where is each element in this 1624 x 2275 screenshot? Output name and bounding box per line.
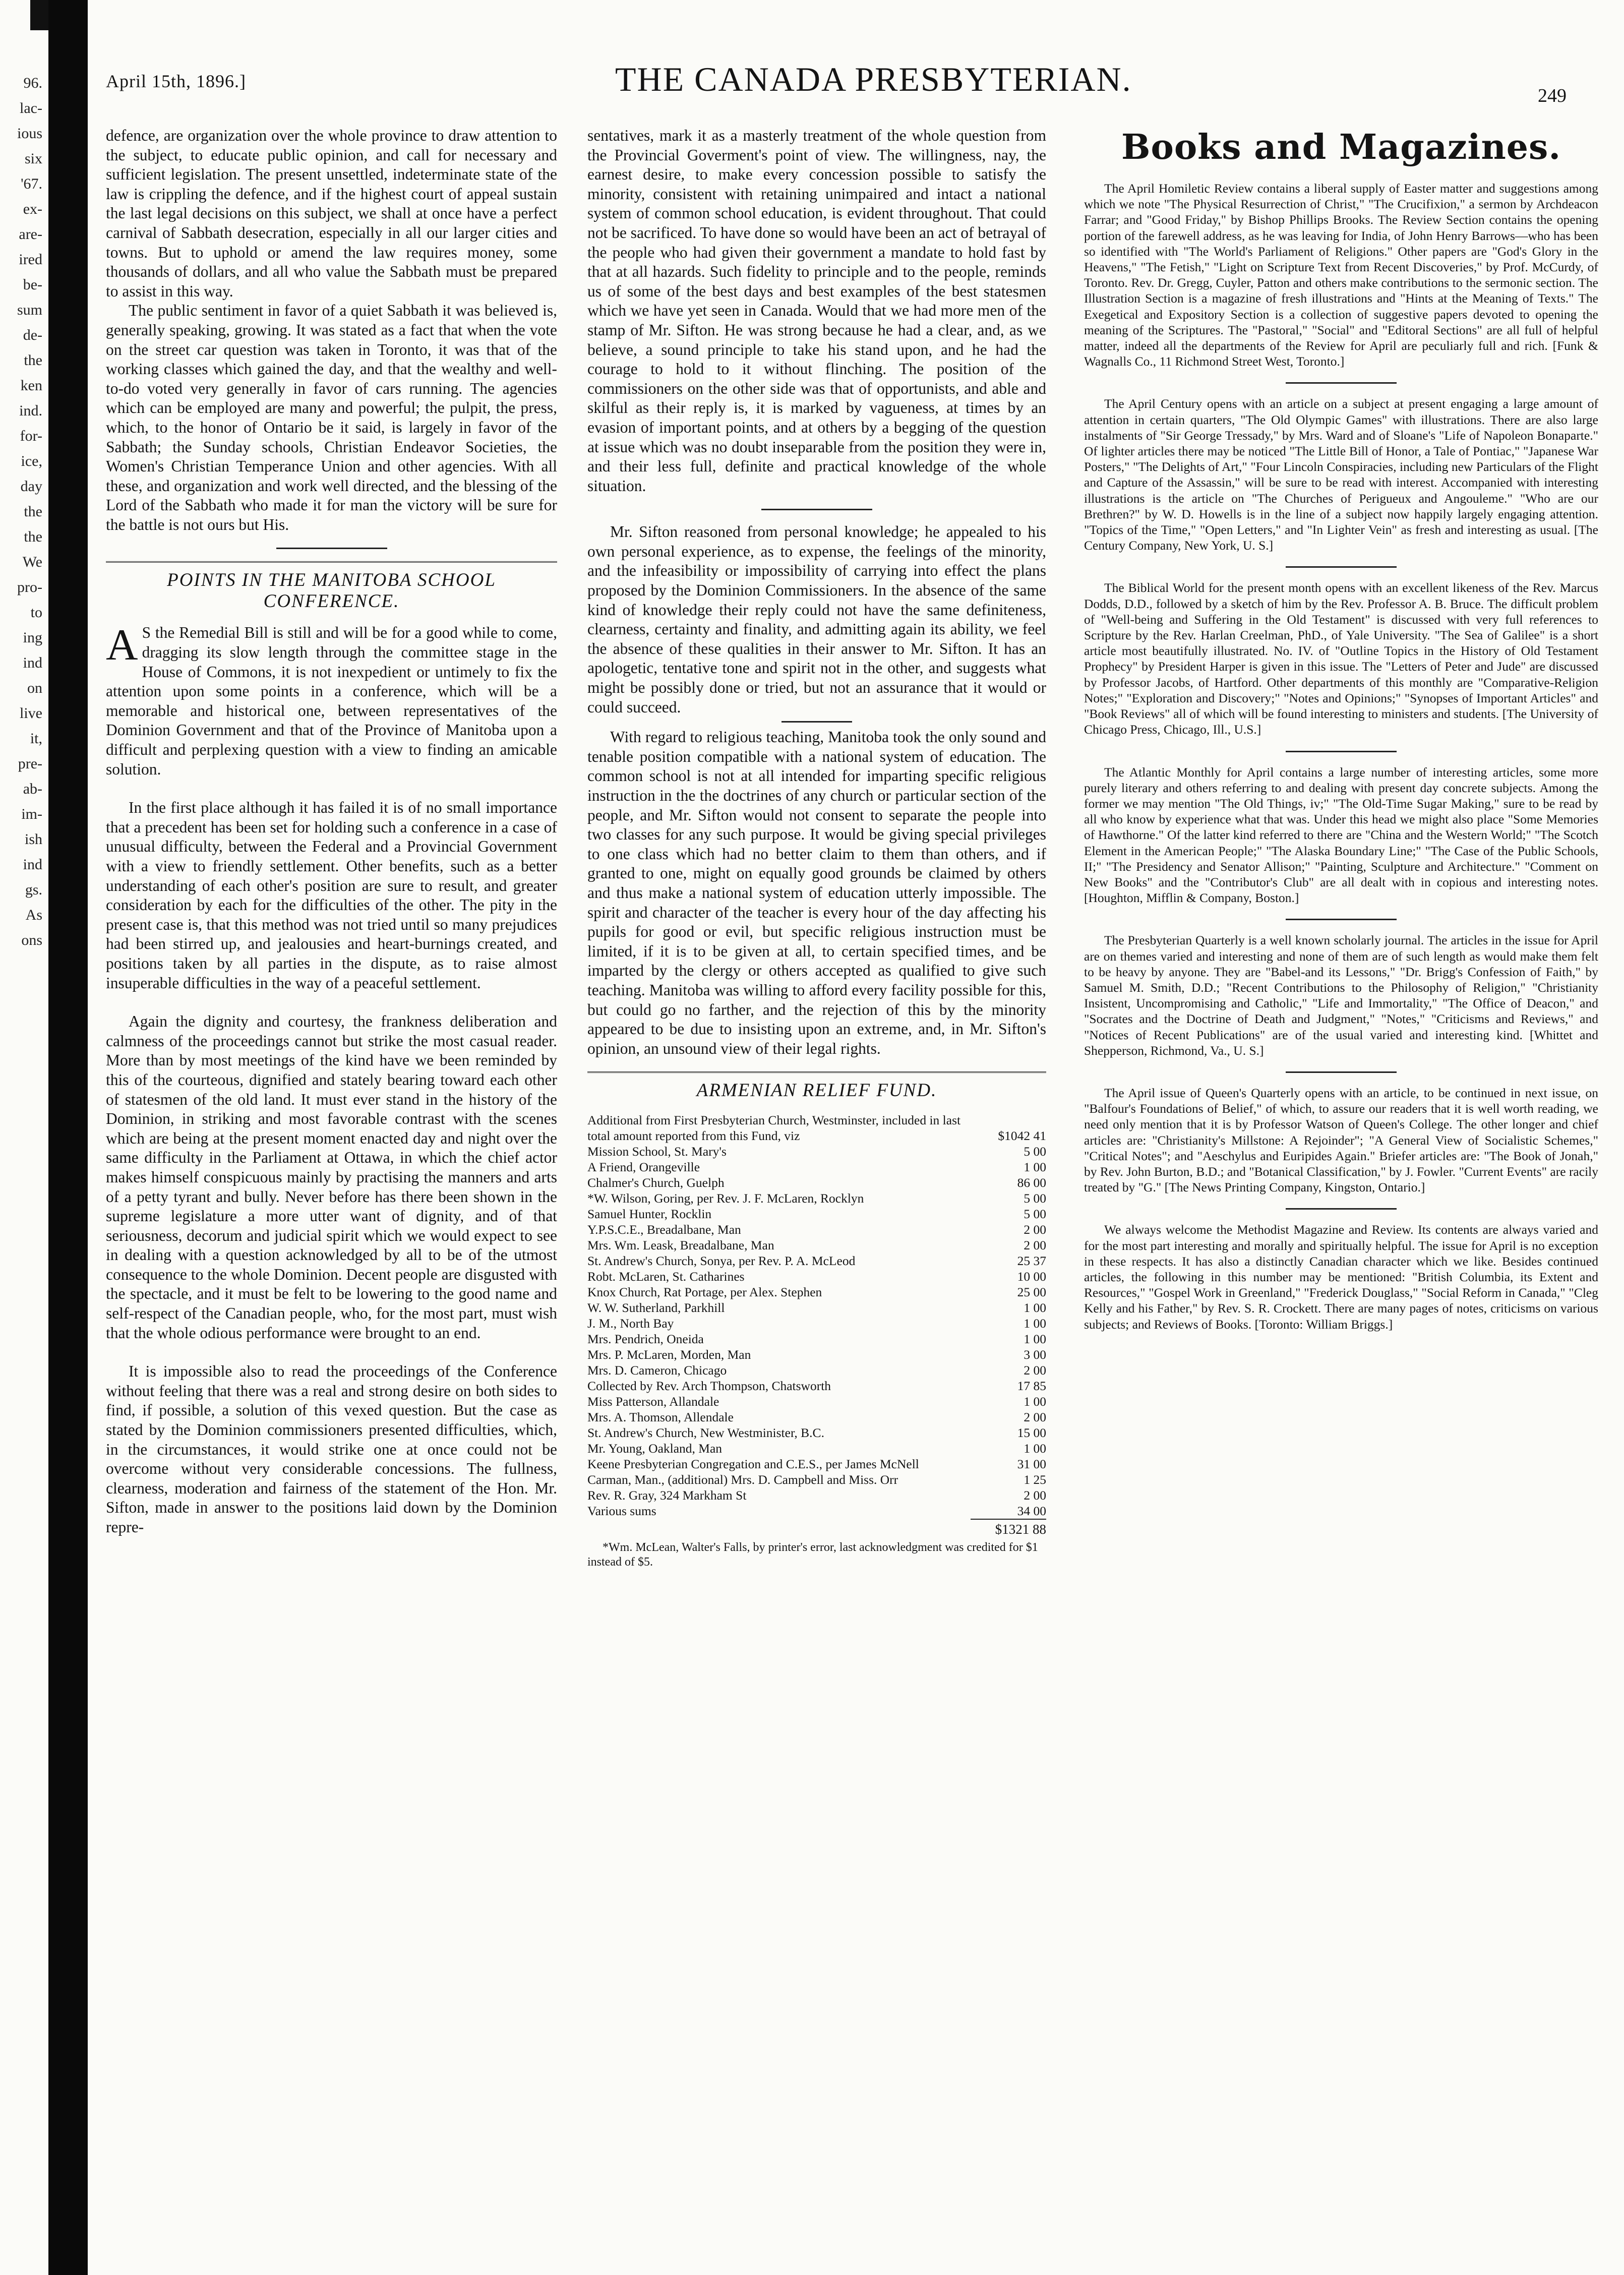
gutter-fragment: im- [21, 806, 42, 822]
fund-row [587, 1253, 1046, 1269]
fund-donor: St. Andrew's Church, Sonya, per Rev. P. A. McLeod [587, 1253, 856, 1269]
fund-row [587, 1175, 1046, 1190]
fund-footnote: *Wm. McLean, Walter's Falls, by printer's error, last acknowledgment was credited for $1 instead of $5. [587, 1541, 1038, 1569]
gutter-fragment: ind [23, 654, 42, 671]
fund-row [587, 1503, 1046, 1519]
fund-donor: Various sums [587, 1504, 656, 1519]
fund-donor: Mrs. D. Cameron, Chicago [587, 1363, 727, 1378]
section-heading: POINTS IN THE MANITOBA SCHOOL CONFERENCE. [106, 561, 557, 612]
fund-donor: Mrs. A. Thomson, Allendale [587, 1410, 734, 1425]
gutter-fragment: ish [24, 831, 42, 848]
fund-donor: Mrs. Wm. Leask, Breadalbane, Man [587, 1238, 774, 1253]
fund-row [587, 1347, 1046, 1362]
gutter-fragment: pre- [18, 755, 42, 772]
fund-amount: 34 00 [1017, 1504, 1046, 1519]
fund-donor: Y.P.S.C.E., Breadalbane, Man [587, 1222, 741, 1237]
issue-date: April 15th, 1896.] [106, 71, 246, 91]
paragraph: It is impossible also to read the proceedings of the Conference without feeling that there was a real and strong desire on both sides to find, if possible, a solution of this vexed question. But the case as stated by the Dominion commissioners presented difficulties, which, in the circumstances, it would strike one at once could not be overcome without very considerable concessions. The fullness, clearness, moderation and fairness of the statement of the Hon. Mr. Sifton, made in answer to the positions laid down by the Dominion repre- [106, 1362, 557, 1536]
fund-amount: 25 00 [1017, 1285, 1046, 1300]
newspaper-title: THE CANADA PRESBYTERIAN. [615, 60, 1132, 98]
divider [1286, 1208, 1397, 1210]
paragraph-opening [106, 623, 557, 779]
fund-amount: 2 00 [1024, 1488, 1046, 1503]
fund-row [587, 1159, 1046, 1175]
fund-intro: Additional from First Presbyterian Church, Westminster, included in last total amount reported from this Fund, viz [587, 1113, 961, 1144]
divider [1286, 566, 1397, 568]
gutter-fragment: sum [17, 302, 42, 318]
gutter-fragment: day [20, 478, 42, 495]
gutter-fragment: gs. [25, 881, 42, 898]
fund-amount: 1 00 [1024, 1300, 1046, 1315]
fund-amount: 25 37 [1017, 1253, 1046, 1269]
fund-row [587, 1441, 1046, 1456]
gutter-fragment: ind. [19, 402, 42, 419]
divider [1286, 1071, 1397, 1073]
gutter-fragment: on [27, 680, 42, 696]
fund-list [587, 1112, 1046, 1519]
fund-amount: 2 00 [1024, 1363, 1046, 1378]
fund-row [587, 1300, 1046, 1315]
fund-donor: Robt. McLaren, St. Catharines [587, 1269, 745, 1284]
fund-row [587, 1487, 1046, 1503]
gutter-fragment: ired [19, 251, 42, 268]
fund-amount: 1 00 [1024, 1441, 1046, 1456]
fund-heading: ARMENIAN RELIEF FUND. [587, 1071, 1046, 1101]
review-paragraph: The April Century opens with an article on a subject at present engaging a large amount of attention in certain quarters, "The Old Olympic Games" with illustrations. There are also large instalments of "Sir George Tressady," by Mrs. Ward and of Sloane's "Life of Napoleon Bonaparte." Of lighter articles there may be noticed "The Little Bill of Honor, a Tale of Pontiac," "Japanese War Posters," "The Delights of Art," "Four Lincoln Conspiracies, including new Particulars of the Flight and Capture of the Assassin," will be sure to be read with interest. Accompanied with interesting illustrations is the article on "The Churches of Perigueux and Angouleme." "Who are our Brethren?" by W. D. Howells is in the line of a subject now happily largely engaging attention. "Topics of the Time," "Open Letters," and "In Lighter Vein" as fresh and interesting as usual. [The Century Company, New York, U. S.] [1084, 396, 1598, 553]
fund-row [587, 1456, 1046, 1472]
gutter-fragment: are- [19, 226, 42, 243]
fund-row [587, 1378, 1046, 1394]
fund-intro-row [587, 1112, 1046, 1144]
gutter-fragment: 96. [23, 75, 42, 91]
gutter-fragment: '67. [21, 175, 42, 192]
paragraph: Mr. Sifton reasoned from personal knowledge; he appealed to his own personal experience, as to expense, the feelings of the minority, and the infeasibility or impossibility of carrying into effect the plans proposed by the Dominion Commissioners. In the absence of the same kind of knowledge their reply could not have the same definiteness, clearness, certainty and finality, and admitting again its ability, we feel the absence of these qualities in their answer to Mr. Sifton. It has an apologetic, tentative tone and spirit not in the other, and suggests what might be possibly done or tried, but not an assurance that it would or could succeed. [587, 523, 1046, 716]
drop-cap: A [106, 621, 138, 670]
column-right [1084, 126, 1598, 2264]
review-paragraph: The Presbyterian Quarterly is a well known scholarly journal. The articles in the issue for April are on themes varied and interesting and none of them are of such length as would make them felt to be heavy by anyone. They are "Babel-and its Lessons," "Dr. Brigg's Confession of Faith," by Samuel M. Smith, D.D.; "Recent Contributions to the Philosophy of Religion," "Christianity Insistent, Uncompromising and Catholic," "Life and Immortality," "The Office of Deacon," and "Socrates and the Doctrine of Death and Judgment," "Notes," "Criticisms and Reviews," and "Notices of Recent Publications" are of the usual varied and interesting kind. [Whittet and Shepperson, Richmond, Va., U. S.] [1084, 933, 1598, 1058]
divider [1286, 382, 1397, 384]
fund-amount: 2 00 [1024, 1222, 1046, 1237]
fund-row [587, 1237, 1046, 1253]
paragraph-text: S the Remedial Bill is still and will be for a good while to come, dragging its slow length through the committee stage in the House of Commons, it is not inexpedient or untimely to fix the attention upon some points in a conference, which will be a memorable and historical one, between representatives of the Dominion Government and that of the Province of Manitoba upon a difficult and perplexing question with a view to finding an amicable solution. [106, 624, 557, 778]
gutter-fragment: to [30, 604, 42, 621]
gutter-fragment: ice, [21, 453, 42, 469]
fund-amount: 2 00 [1024, 1238, 1046, 1253]
gutter-fragment: six [24, 150, 42, 167]
fund-amount: 1 25 [1024, 1472, 1046, 1487]
fund-row [587, 1409, 1046, 1425]
gutter-fragment: de- [23, 327, 42, 343]
gutter-fragment: ab- [23, 781, 42, 797]
divider [276, 548, 387, 549]
gutter-fragment: the [24, 352, 42, 369]
section-title: Books and Magazines. [1121, 127, 1561, 167]
review-paragraph: The Atlantic Monthly for April contains a large number of interesting articles, some more purely literary and others referring to and dealing with present day concrete subjects. Among the former we may mention "The Old Things, iv;" "The Old-Time Sugar Making," sure to be read by all who know by experience what that was. Under this head we might also place "Some Memories of Hawthorne." Of the latter kind referred to there are "China and the Western World;" "The Scotch Element in the American People;" "The Alaska Boundary Line;" "The Case of the Public Schools, II;" "The Presidency and Senator Allison;" "Painting, Sculpture and Architecture." "Comment on New Books" and the "Contributor's Club" are all dealt with in copious and interesting notes. [Houghton, Mifflin & Company, Boston.] [1084, 764, 1598, 906]
gutter-fragment: pro- [17, 579, 42, 595]
paragraph: defence, are organization over the whole province to draw attention to the subject, to educate public opinion, and call for necessary and sufficient legislation. The present unsettled, indeterminate state of the law is crippling the defence, and if the highest court of appeal sustain the last legal decisions on this subject, we shall at once have a perfect carnival of Sabbath desecration, especially in all our larger cities and towns. But to uphold or amend the law requires money, some thousands of dollars, and all who value the Sabbath must be prepared to assist in this way. [106, 127, 557, 300]
fund-row [587, 1315, 1046, 1331]
fund-row [587, 1206, 1046, 1222]
fund-row [587, 1190, 1046, 1206]
divider [1286, 919, 1397, 920]
gutter-fragment: lac- [20, 100, 42, 116]
fund-total: $1321 88 [971, 1519, 1046, 1537]
fund-row [587, 1472, 1046, 1487]
divider [781, 721, 852, 723]
gutter-fragment: ken [20, 377, 42, 394]
fund-donor: Miss Patterson, Allandale [587, 1394, 719, 1409]
fund-donor: St. Andrew's Church, New Westminister, B.C. [587, 1425, 824, 1441]
gutter-fragment: for- [20, 428, 42, 444]
fund-row [587, 1425, 1046, 1441]
review-paragraph: The April issue of Queen's Quarterly opens with an article, to be continued in next issue, on "Balfour's Foundations of Belief," of which, to assure our readers that it is well worth reading, we need only mention that it is by Professor Watson of Queen's College. The other longer and chief articles are: "Christianity's Millstone: A Rejoinder"; "A General View of Socialistic Schemes," "Critical Notes"; and "Aeschylus and Euripides Again." Briefer articles are: "The Book of Jonah," by Rev. John Burton, B.D.; and "Botanical Classification," by J. Fowler. "Current Events" are racily treated by "G." [The News Printing Company, Kingston, Ontario.] [1084, 1085, 1598, 1195]
fund-amount: 5 00 [1024, 1191, 1046, 1206]
fund-donor: Chalmer's Church, Guelph [587, 1175, 725, 1190]
fund-row [587, 1394, 1046, 1409]
fund-donor: *W. Wilson, Goring, per Rev. J. F. McLaren, Rocklyn [587, 1191, 864, 1206]
fund-amount: 5 00 [1024, 1144, 1046, 1159]
gutter-fragment: be- [23, 276, 42, 293]
fund-donor: Mrs. P. McLaren, Morden, Man [587, 1347, 751, 1362]
divider [761, 509, 872, 510]
facing-page-edge-text [0, 71, 45, 2239]
paragraph: Again the dignity and courtesy, the frankness deliberation and calmness of the proceedings cannot but strike the most casual reader. More than by most meetings of the kind have we been reminded by this of the courteous, dignified and stately bearing toward each other of statesmen of the old land. It must ever stand in the history of the Dominion, in striking and most favorable contrast with the scenes which are being at the present moment enacted day and night over the same difficulty in the Parliament at Ottawa, in which the chief actor makes himself conspicuous mainly by practising the manners and arts of a petty tyrant and bully. Never before has there been shown in the supreme legislature a more utter want of dignity, and of that seriousness, decorum and judicial spirit which we would expect to see in dealing with a question acknowledged by all to be of the utmost consequence to the whole Dominion. Decent people are disgusted with the spectacle, and it must be felt to be lowering to the good name and self-respect of the Canadian people, who, for the most part, must wish that the whole odious performance were brought to an end. [106, 1012, 557, 1342]
divider [1286, 751, 1397, 752]
fund-amount: 5 00 [1024, 1207, 1046, 1222]
gutter-fragment: the [24, 528, 42, 545]
fund-donor: Knox Church, Rat Portage, per Alex. Stephen [587, 1285, 822, 1300]
review-paragraph: We always welcome the Methodist Magazine and Review. Its contents are always varied and for the most part interesting and morally and spiritually helpful. The issue for April is no exception in these respects. It has also a distinctly Canadian character which we like. Besides continued articles, the following in this number may be mentioned: "British Columbia, its Extent and Resources," "Gospel Work in Greenland," "Frederick Douglass," "Social Reform in Canada," "Cleg Kelly and his Father," by Rev. S. R. Crockett. There are many pages of notes, criticisms on various subjects; and Reviews of Books. [Toronto: William Briggs.] [1084, 1222, 1598, 1332]
fund-donor: Mr. Young, Oakland, Man [587, 1441, 723, 1456]
gutter-fragment: ex- [23, 201, 42, 217]
fund-donor: Rev. R. Gray, 324 Markham St [587, 1488, 747, 1503]
paragraph: In the first place although it has failed it is of no small importance that a precedent has been set for holding such a conference in a case of unusual difficulty, between the Federal and a Provincial Government with a view to friendly settlement. Other benefits, such as a better understanding of each other's position are sure to result, and greater consideration by each for the difficulties of the other. The pity in the present case is, that this method was not tried until so many prejudices had been stirred up, and jealousies and heart-burnings created, and positions taken by all parties in the dispute, as to raise almost insuperable difficulties in the way of a peaceful settlement. [106, 799, 557, 992]
fund-amount: 1 00 [1024, 1394, 1046, 1409]
paragraph: sentatives, mark it as a masterly treatment of the whole question from the Provincial Goverment's point of view. The willingness, nay, the earnest desire, to make every concession possible to satisfy the minority, consistent with retaining unimpaired and intact a national system of common school education, is evident throughout. That could not be sacrificed. To have done so would have been an act of betrayal of the people who had given their government a mandate to hold fast by that at all hazards. Such fidelity to principle and to the people, reminds us of some of the best days and best examples of the best statesmen which we have yet seen in Canada. Would that we had more men of the stamp of Mr. Sifton. He was strong because he had a clear, and, as we believe, a sound principle to take his stand upon, and he had the courage to hold to it without flinching. The position of the commissioners on the other side was that of opportunists, and able and skilful as their reply is, it is marked by vagueness, at times by an evasion of important points, and at others by a begging of the question at issue which was no doubt inseparable from the position they were in, and their less full, definite and practical knowledge of the whole situation. [587, 127, 1046, 495]
fund-donor: Samuel Hunter, Rocklin [587, 1207, 712, 1222]
fund-amount: 3 00 [1024, 1347, 1046, 1362]
column-middle [587, 126, 1046, 2264]
fund-amount: 15 00 [1017, 1425, 1046, 1441]
fund-amount: 10 00 [1017, 1269, 1046, 1284]
fund-donor: Mission School, St. Mary's [587, 1144, 727, 1159]
gutter-fragment: We [22, 554, 42, 570]
fund-amount: 1 00 [1024, 1332, 1046, 1347]
fund-amount: 86 00 [1017, 1175, 1046, 1190]
page-edge-shadow [30, 0, 50, 30]
review-paragraph: The April Homiletic Review contains a liberal supply of Easter matter and suggestions among which we note "The Physical Resurrection of Christ," "The Crucifixion," a sermon by Archdeacon Farrar; and "Good Friday," by Bishop Phillips Brooks. The Review Section contains the opening portion of the farewell address, as he was leaving for India, of John Henry Barrows—who has been so identified with "The World's Parliament of Religions." Other papers are "God's Glory in the Heavens," "The Fetish," "Light on Scripture Text from Recent Discoveries," by Prof. McCurdy, of Toronto. Rev. Dr. Gregg, Cuyler, Patton and others make contributions to the sermonic section. The Illustration Section is a magazine of fresh illustrations and "Hints at the Meaning of Texts." The Exegetical and Expository Section is a collection of suggestive papers devoted to opening the meaning of the Scriptures. The "Pastoral," "Social" and "Editoral Sections" are all full of helpful matter, indeed all the departments of the Review for April are peculiarly full and rich. [Funk & Wagnalls Co., 11 Richmond Street West, Toronto.] [1084, 181, 1598, 369]
paragraph: The public sentiment in favor of a quiet Sabbath it was believed is, generally speaking, growing. It was stated as a fact that when the vote on the street car question was taken in Toronto, it was that of the working classes which gained the day, and that the wealthy and well-to-do voted very generally in favor of cars running. The agencies which can be employed are many and powerful; the pulpit, the press, which, to the honor of Ontario be it said, is largely in favor of the Sabbath; the Sunday schools, Christian Endeavor Societies, the Women's Christian Temperance Union and other agencies. With all these, and organization and work well directed, and the blessing of the Lord of the Sabbath who made it for man the victory will be sure for the battle is not ours but His. [106, 302, 557, 533]
column-left [106, 126, 557, 2264]
gutter-fragment: it, [30, 730, 42, 747]
fund-amount: 31 00 [1017, 1457, 1046, 1472]
gutter-fragment: ons [21, 932, 42, 948]
fund-donor: Carman, Man., (additional) Mrs. D. Campbell and Miss. Orr [587, 1472, 898, 1487]
gutter-fragment: live [20, 705, 42, 722]
fund-row [587, 1284, 1046, 1300]
fund-donor: Keene Presbyterian Congregation and C.E.S., per James McNell [587, 1457, 919, 1472]
fund-amount: 1 00 [1024, 1316, 1046, 1331]
gutter-fragment: As [25, 907, 42, 923]
fund-amount: 1 00 [1024, 1160, 1046, 1175]
fund-row [587, 1144, 1046, 1159]
paragraph: With regard to religious teaching, Manitoba took the only sound and tenable position compatible with a national system of education. The common school is not at all intended for imparting specific religious instruction in the the doctrines of any church or particular section of the people, and Mr. Sifton would not consent to separate the people into two classes for any such purpose. It would be giving special privileges to one class which had no better claim to them than others, and if granted to one, might on equally good grounds be claimed by others and thus make a national system of education utterly impossible. The spirit and character of the teacher is every hour of the day affecting his pupils for good or evil, but specific religious instruction must be limited, if it is to be given at all, to certain specified times, and be imparted by the clergy or others accepted as qualified to give such teaching. Manitoba was willing to afford every facility possible for this, but could go no farther, and the rejection of this by the minority appeared to be due to insisting upon an extreme, and, in Mr. Sifton's opinion, an unsound view of their legal rights. [587, 728, 1046, 1057]
fund-donor: A Friend, Orangeville [587, 1160, 700, 1175]
fund-donor: Collected by Rev. Arch Thompson, Chatsworth [587, 1379, 831, 1394]
gutter-fragment: ing [23, 629, 42, 646]
fund-row [587, 1269, 1046, 1284]
fund-donor: J. M., North Bay [587, 1316, 674, 1331]
page-number: 249 [1538, 85, 1567, 106]
gutter-fragment: the [24, 503, 42, 520]
fund-amount: 2 00 [1024, 1410, 1046, 1425]
fund-amount: 17 85 [1017, 1379, 1046, 1394]
fund-donor: W. W. Sutherland, Parkhill [587, 1300, 725, 1315]
gutter-fragment: ious [17, 125, 42, 142]
fund-row [587, 1331, 1046, 1347]
fund-intro-amount: $1042 41 [998, 1128, 1046, 1144]
binding-spine [48, 0, 88, 2275]
gutter-fragment: ind [23, 856, 42, 873]
fund-row [587, 1362, 1046, 1378]
fund-donor: Mrs. Pendrich, Oneida [587, 1332, 704, 1347]
review-paragraph: The Biblical World for the present month opens with an excellent likeness of the Rev. Marcus Dodds, D.D., followed by a sketch of him by the Rev. Professor A. B. Bruce. The difficult problem of "Well-being and Suffering in the Old Testament" is discussed with very full references to Scripture by the Rev. Harlan Creelman, PhD., of Yale University. "The Sea of Galilee" is a short article most beautifully illustrated. No. IV. of "Outline Topics in the History of Old Testament Prophecy" by President Harper is given in this issue. The "Letters of Peter and Jude" are discussed by Professor Jacobs, of Hartford. Other departments of this monthly are "Comparative-Religion Notes;" "Exploration and Discovery;" "Notes and Opinions;" "Synopses of Important Articles" and "Book Reviews" all of which will be found interesting to ministers and students. [The University of Chicago Press, Chicago, Ill., U.S.] [1084, 580, 1598, 737]
fund-row [587, 1222, 1046, 1237]
